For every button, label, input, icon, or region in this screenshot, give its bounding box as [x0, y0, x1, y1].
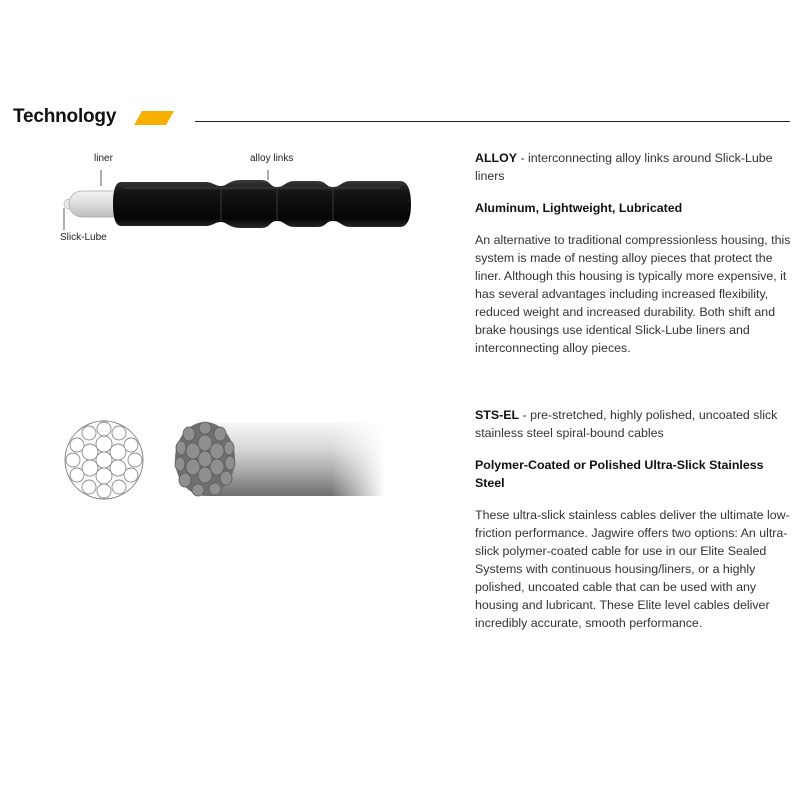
slick-lube-label: Slick-Lube: [60, 232, 107, 243]
sts-el-intro: [475, 406, 793, 442]
alloy-tagline: - interconnecting alloy links around Slick-Lube liners: [475, 151, 773, 183]
alloy-name: ALLOY: [475, 151, 517, 165]
alloy-body: An alternative to traditional compressionless housing, this system is made of nesting alloy pieces that protect the liner. Although this housing is typically more expensive, it has several advantages including increased flexibility, reduced weight and increased durability. Both shift and brake housings use identical Slick-Lube liners and interconnecting alloy pieces.: [475, 233, 791, 355]
cable-cross-section-illustration: [62, 418, 146, 502]
alloy-subtitle: Aluminum, Lightweight, Lubricated: [475, 201, 683, 215]
sts-el-description: [475, 406, 793, 632]
sts-el-body: These ultra-slick stainless cables deliver the ultimate low-friction performance. Jagwire offers two options: An ultra-slick polymer-coated cable for use in our Elite Sealed Systems with continuous housing/liners, or a highly polished, uncoated cable that can be used with any housing and lubricant. These Elite level cables deliver incredibly accurate, smooth performance.: [475, 508, 790, 630]
alloy-housing-illustration: [55, 160, 415, 240]
cable-strand-illustration: [170, 418, 385, 500]
liner-label: liner: [94, 153, 113, 164]
alloy-links-label: alloy links: [250, 153, 294, 164]
sts-el-tagline: - pre-stretched, highly polished, uncoated slick stainless steel spiral-bound cables: [475, 408, 778, 440]
header-divider: [195, 121, 790, 122]
alloy-intro: [475, 149, 793, 185]
sts-el-name: STS-EL: [475, 408, 520, 422]
sts-el-subtitle: Polymer-Coated or Polished Ultra-Slick Stainless Steel: [475, 458, 764, 490]
accent-parallelogram: [134, 111, 174, 125]
section-heading: Technology: [13, 106, 117, 127]
alloy-description: [475, 149, 793, 357]
